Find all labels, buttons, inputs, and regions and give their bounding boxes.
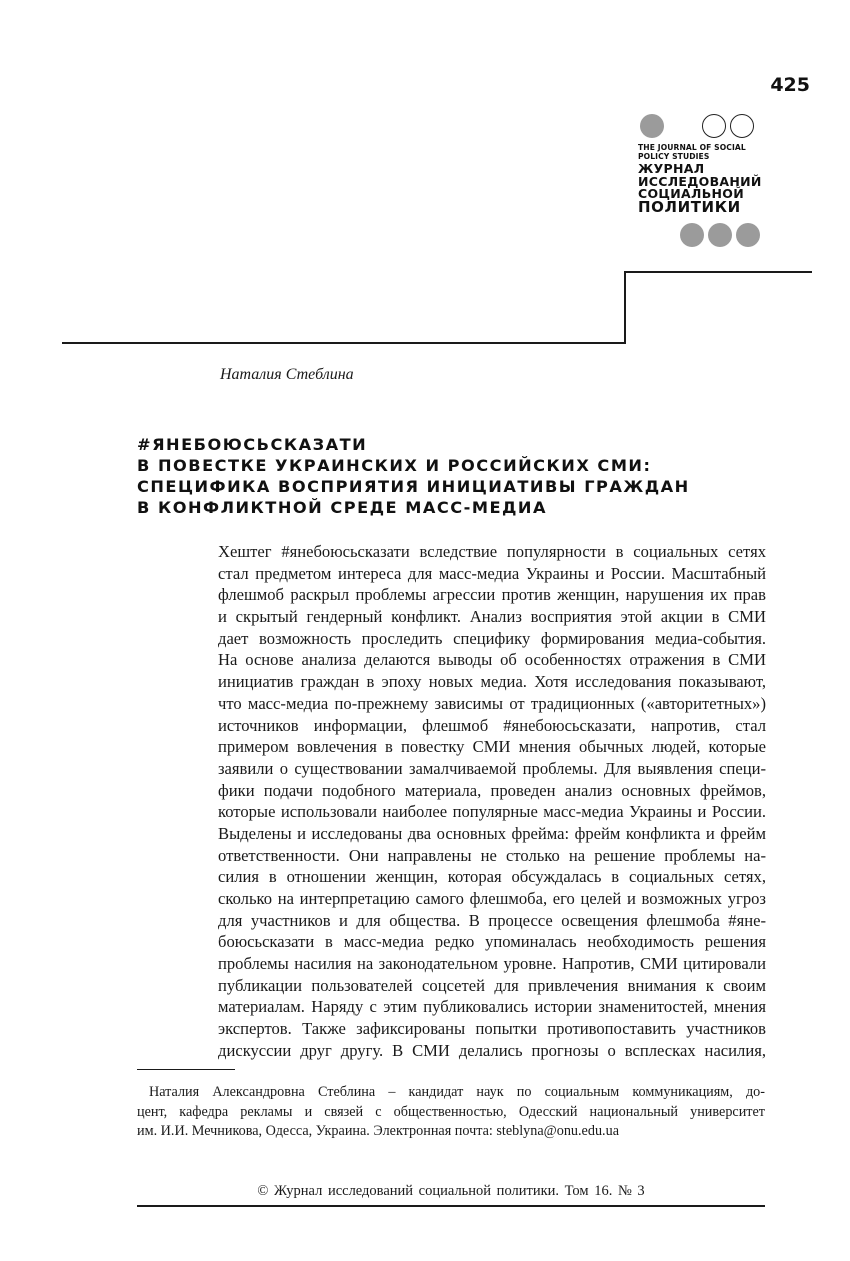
abstract-line: что масс-медиа по-прежнему зависимы от традиционных («авторитетных») bbox=[218, 693, 766, 713]
footnote-line: Наталия Александровна Стеблина – кандидат наук по социальным коммуникациям, до- bbox=[149, 1084, 765, 1100]
abstract-line: материалам. Наряду с этим публиковались истории знаменитостей, мнения bbox=[218, 997, 766, 1017]
header-rule-vertical bbox=[624, 271, 626, 344]
abstract-line: инициатив граждан в эпоху новых медиа. Хотя исследования показывают, bbox=[218, 672, 766, 692]
abstract-line: ответственности. Они направлены не столько на решение проблемы на- bbox=[218, 845, 766, 865]
abstract-line: Выделены и исследованы два основных фрейма: фрейм конфликта и фрейм bbox=[218, 823, 766, 843]
logo-circle-icon bbox=[708, 223, 732, 247]
footnote-line: им. И.И. Мечникова, Одесса, Украина. Электронная почта: steblyna@onu.edu.ua bbox=[137, 1123, 619, 1139]
header-rule-bottom bbox=[62, 342, 626, 344]
abstract-line: примером вовлечения в повестку СМИ мнения обычных людей, которые bbox=[218, 737, 766, 757]
article-title bbox=[137, 434, 690, 518]
abstract-line: публикации пользователей соцсетей для привлечения внимания к своим bbox=[218, 975, 766, 995]
logo-ru-line: ЖУРНАЛ bbox=[638, 161, 705, 176]
logo-ru-line: ПОЛИТИКИ bbox=[638, 197, 741, 216]
abstract-line: боюсьсказати в масс-медиа редко упоминалась необходимость решения bbox=[218, 932, 766, 952]
abstract bbox=[218, 541, 766, 1062]
abstract-line: дискуссии друг другу. В СМИ делались прогнозы о всплесках насилия, bbox=[218, 1040, 766, 1060]
logo-en-line: POLICY STUDIES bbox=[638, 152, 710, 161]
abstract-line: экспертов. Также зафиксированы попытки противопоставить участников bbox=[218, 1019, 766, 1039]
header-rule-top bbox=[624, 271, 812, 273]
abstract-line: сколько на интерпретацию самого флешмоба, его целей и возможных угроз bbox=[218, 889, 766, 908]
footer-rule bbox=[137, 1205, 765, 1207]
title-line: СПЕЦИФИКА ВОСПРИЯТИЯ ИНИЦИАТИВЫ ГРАЖДАН bbox=[137, 477, 690, 496]
abstract-line: дает возможность проследить специфику формирования медиа-события. bbox=[218, 628, 766, 648]
logo-en-line: THE JOURNAL OF SOCIAL bbox=[638, 143, 746, 152]
page-number: 425 bbox=[770, 74, 810, 96]
abstract-line: силия в отношении женщин, которая обсуждалась в социальных сетях, bbox=[218, 867, 766, 887]
logo-circle-icon bbox=[730, 114, 754, 138]
abstract-line: заявили о существовании замалчиваемой проблемы. Для выявления специ- bbox=[218, 758, 766, 778]
abstract-line: На основе анализа делаются выводы об особенностях отражения в СМИ bbox=[218, 650, 766, 670]
journal-logo bbox=[638, 110, 768, 250]
logo-circle-icon bbox=[640, 114, 664, 138]
abstract-line: флешмоб раскрыл проблемы агрессии против женщин, нарушения их прав bbox=[218, 585, 766, 605]
title-line: В ПОВЕСТКЕ УКРАИНСКИХ И РОССИЙСКИХ СМИ: bbox=[137, 456, 652, 475]
logo-circle-icon bbox=[680, 223, 704, 247]
abstract-line: источников информации, флешмоб #янебоюсьсказати, напротив, стал bbox=[218, 715, 766, 735]
logo-circle-icon bbox=[702, 114, 726, 138]
title-line: #ЯНЕБОЮСЬСКАЗАТИ bbox=[137, 435, 368, 454]
author-name: Наталия Стеблина bbox=[220, 366, 354, 383]
abstract-line: и скрытый гендерный конфликт. Анализ восприятия этой акции в СМИ bbox=[218, 607, 766, 627]
logo-ru-line: ИССЛЕДОВАНИЙ bbox=[638, 173, 762, 189]
abstract-line: фики подачи подобного материала, проведен анализ основных фреймов, bbox=[218, 780, 766, 800]
abstract-line: которые использовали наиболее популярные масс-медиа Украины и России. bbox=[218, 802, 766, 822]
journal-footer: © Журнал исследований социальной политики. Том 16. № 3 bbox=[257, 1183, 645, 1199]
abstract-line: для участников и для общества. В процессе освещения флешмоба #яне- bbox=[218, 910, 766, 930]
logo-ru-line: СОЦИАЛЬНОЙ bbox=[638, 186, 744, 201]
footnote-line: цент, кафедра рекламы и связей с общественностью, Одесский национальный университет bbox=[137, 1103, 765, 1120]
title-line: В КОНФЛИКТНОЙ СРЕДЕ МАСС-МЕДИА bbox=[137, 498, 548, 517]
author-footnote bbox=[137, 1083, 765, 1142]
abstract-line: стал предметом интереса для масс-медиа Украины и России. Масштабный bbox=[218, 563, 766, 583]
footnote-rule bbox=[137, 1069, 235, 1070]
abstract-line: проблемы насилия на законодательном уровне. Напротив, СМИ цитировали bbox=[218, 954, 766, 974]
logo-circle-icon bbox=[736, 223, 760, 247]
abstract-line: Хештег #янебоюсьсказати вследствие популярности в социальных сетях bbox=[218, 542, 766, 561]
